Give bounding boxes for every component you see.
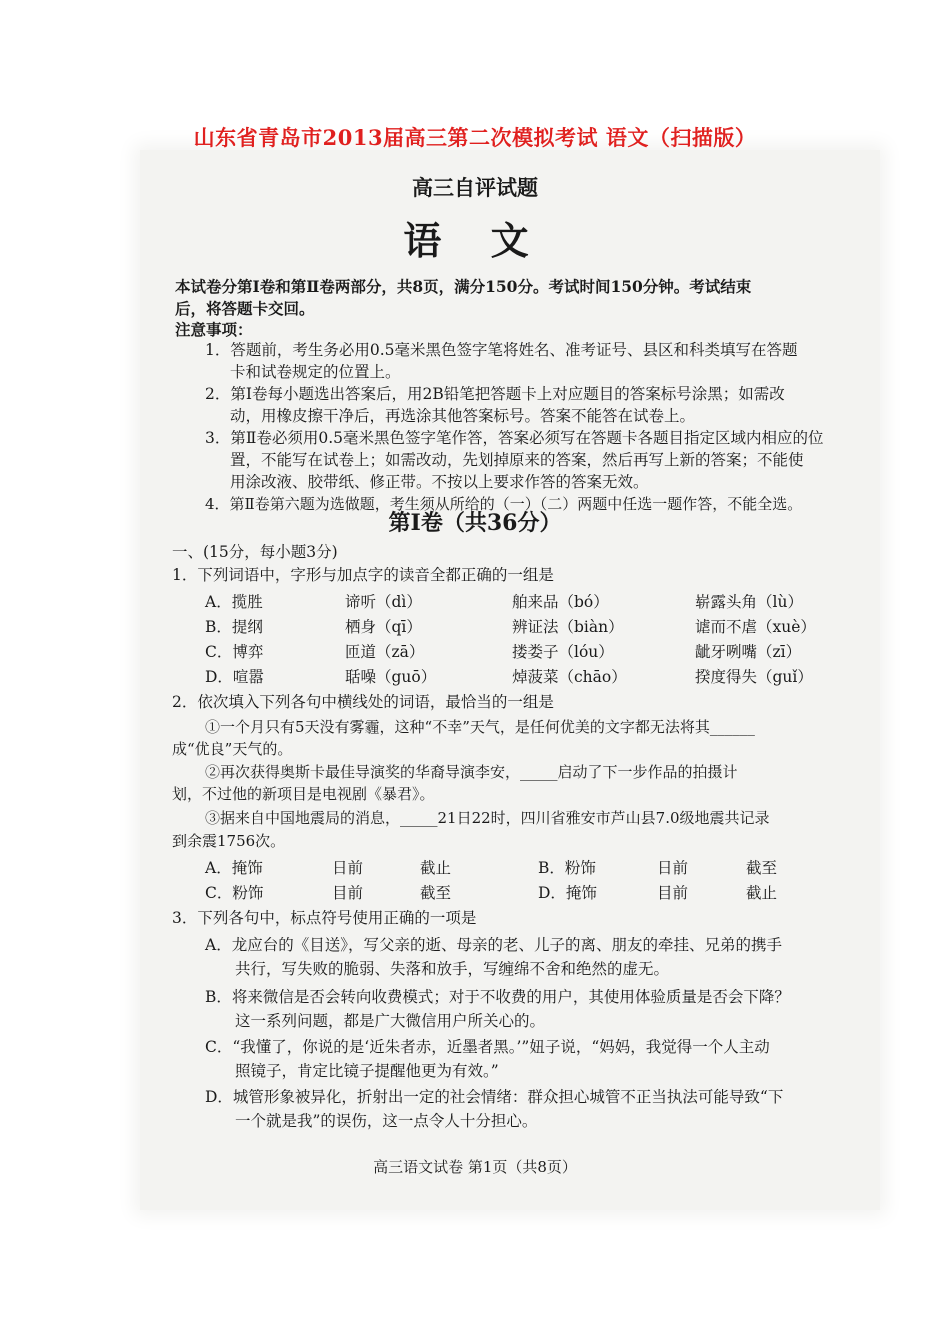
q1-option-word: C．博弈: [205, 643, 264, 661]
q2-option: D．掩饰: [538, 884, 597, 902]
intro-line: 本试卷分第Ⅰ卷和第Ⅱ卷两部分，共8页，满分150分。考试时间150分钟。考试结束: [175, 277, 752, 296]
q1-option-word: 龇牙咧嘴（zī）: [695, 643, 802, 661]
question-2-stem: 2．依次填入下列各句中横线处的词语，最恰当的一组是: [172, 693, 554, 711]
note-line: 动，用橡皮擦干净后，再选涂其他答案标号。答案不能答在试卷上。: [230, 407, 696, 425]
q3-option-line: D．城管形象被异化，折射出一定的社会情绪：群众担心城管不正当执法可能导致“下: [205, 1088, 784, 1106]
intro-line: 后，将答题卡交回。: [175, 299, 315, 318]
q2-option: 截至: [420, 884, 452, 902]
q3-option-line: C．“我懂了，你说的是‘近朱者赤，近墨者黑。’”妞子说，“妈妈，我觉得一个人主动: [205, 1038, 770, 1056]
q1-option-word: 匝道（zā）: [345, 643, 425, 661]
exam-subject-title: 语 文: [403, 218, 547, 263]
q1-option-word: A．揽胜: [205, 593, 263, 611]
q3-option-line: 这一系列问题，都是广大微信用户所关心的。: [235, 1012, 546, 1030]
q1-option-word: 舶来品（bó）: [512, 593, 609, 611]
q2-sentence-line: 成“优良”天气的。: [172, 740, 293, 758]
q3-option-line: 照镜子，肯定比镜子提醒他更为有效。”: [235, 1062, 499, 1080]
note-line: 卡和试卷规定的位置上。: [230, 363, 401, 381]
q1-option-word: 谑而不虐（xuè）: [695, 618, 816, 636]
q1-option-word: 栖身（qī）: [345, 618, 422, 636]
note-line: 4．第Ⅱ卷第六题为选做题，考生须从所给的（一）（二）两题中任选一题作答，不能全选。: [205, 495, 803, 513]
q2-sentence-line: ③据来自中国地震局的消息，_____21日22时，四川省雅安市芦山县7.0级地震共记录: [205, 809, 770, 827]
part-heading: 一、(15分，每小题3分): [172, 543, 338, 561]
q3-option-line: A．龙应台的《目送》，写父亲的逝、母亲的老、儿子的离、朋友的牵挂、兄弟的携手: [205, 936, 782, 954]
q1-option-word: B．提纲: [205, 618, 263, 636]
q1-option-word: 揆度得失（guǐ）: [695, 668, 813, 686]
q2-option: 截至: [746, 859, 778, 877]
notes-heading: 注意事项：: [175, 320, 253, 339]
q3-option-line: B．将来微信是否会转向收费模式；对于不收费的用户，其使用体验质量是否会下降？: [205, 988, 790, 1006]
q2-option: B．粉饰: [538, 859, 596, 877]
q1-option-word: 聒噪（guō）: [345, 668, 437, 686]
page-footer: 高三语文试卷 第1页（共8页）: [373, 1158, 577, 1176]
question-1-stem: 1．下列词语中，字形与加点字的读音全都正确的一组是: [172, 566, 554, 584]
q1-option-word: 崭露头角（lù）: [695, 593, 803, 611]
q1-option-word: 谛听（dì）: [345, 593, 422, 611]
question-3-stem: 3．下列各句中，标点符号使用正确的一项是: [172, 909, 477, 927]
q2-sentence-line: 划，不过他的新项目是电视剧《暴君》。: [172, 785, 435, 803]
q2-option: 目前: [332, 884, 364, 902]
note-line: 置，不能写在试卷上；如需改动，先划掉原来的答案，然后再写上新的答案；不能使: [230, 451, 804, 469]
q2-option: 截止: [746, 884, 778, 902]
exam-subtitle: 高三自评试题: [412, 175, 538, 200]
q2-option: 目前: [657, 884, 689, 902]
note-line: 1．答题前，考生务必用0.5毫米黑色签字笔将姓名、准考证号、县区和科类填写在答题: [205, 341, 798, 359]
note-line: 2．第Ⅰ卷每小题选出答案后，用2B铅笔把答题卡上对应题目的答案标号涂黑；如需改: [205, 385, 785, 403]
q2-option: A．掩饰: [205, 859, 263, 877]
q1-option-word: 焯菠菜（chāo）: [512, 668, 627, 686]
q2-option: 日前: [657, 859, 689, 877]
q2-option: C．粉饰: [205, 884, 264, 902]
q2-sentence-line: 到余震1756次。: [172, 832, 286, 850]
q2-sentence-line: ①一个月只有5天没有雾霾，这种“不幸”天气，是任何优美的文字都无法将其______: [205, 718, 755, 736]
document-header-title: 山东省青岛市2013届高三第二次模拟考试 语文（扫描版）: [193, 125, 757, 150]
q1-option-word: D．喧嚣: [205, 668, 264, 686]
q1-option-word: 搂娄子（lóu）: [512, 643, 614, 661]
q1-option-word: 辨证法（biàn）: [512, 618, 624, 636]
section-title: 第Ⅰ卷（共36分）: [388, 510, 562, 536]
q3-option-line: 一个就是我”的误伤，这一点令人十分担心。: [235, 1112, 538, 1130]
q2-option: 日前: [332, 859, 364, 877]
note-line: 3．第Ⅱ卷必须用0.5毫米黑色签字笔作答，答案必须写在答题卡各题目指定区域内相应的位: [205, 429, 824, 447]
q2-sentence-line: ②再次获得奥斯卡最佳导演奖的华裔导演李安，_____启动了下一步作品的拍摄计: [205, 763, 738, 781]
q2-option: 截止: [420, 859, 452, 877]
q3-option-line: 共行，写失败的脆弱、失落和放手，写缠绵不舍和绝然的虚无。: [235, 960, 670, 978]
note-line: 用涂改液、胶带纸、修正带。不按以上要求作答的答案无效。: [230, 473, 649, 491]
